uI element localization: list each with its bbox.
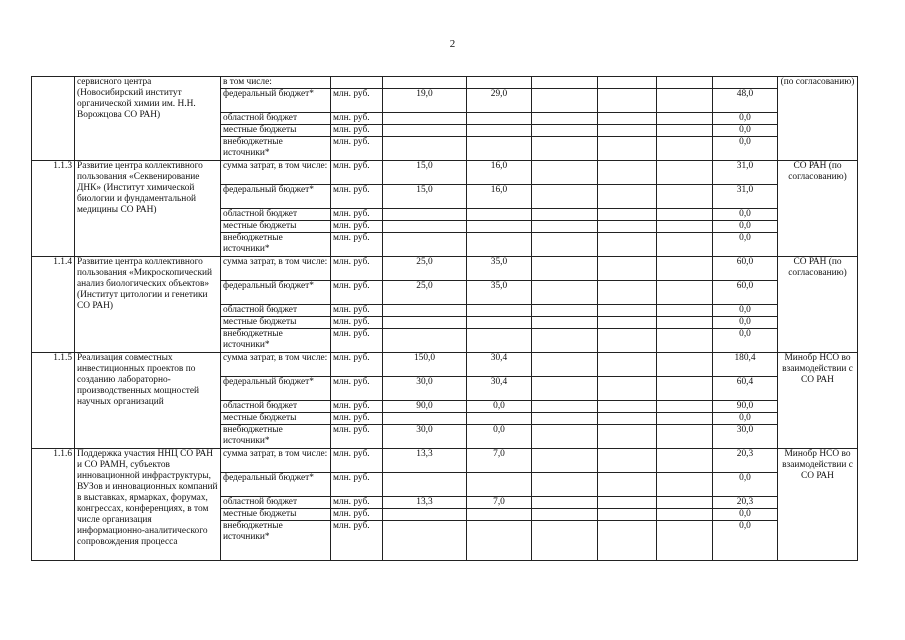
empty-cell — [598, 377, 657, 401]
unit: млн. руб. — [331, 521, 383, 561]
unit: млн. руб. — [331, 257, 383, 281]
empty-cell — [657, 125, 713, 137]
value-year-1: 13,3 — [383, 497, 467, 509]
value-year-1: 150,0 — [383, 353, 467, 377]
total-value: 20,3 — [713, 449, 778, 473]
empty-cell — [657, 137, 713, 161]
empty-cell — [598, 317, 657, 329]
value-year-2: 16,0 — [467, 161, 532, 185]
empty-cell — [657, 329, 713, 353]
empty-cell — [532, 185, 598, 209]
table-row — [32, 77, 858, 89]
value-year-2: 35,0 — [467, 257, 532, 281]
empty-cell — [532, 401, 598, 413]
value-year-1 — [383, 221, 467, 233]
empty-cell — [657, 305, 713, 317]
unit: млн. руб. — [331, 413, 383, 425]
empty-cell — [657, 317, 713, 329]
empty-cell — [532, 473, 598, 497]
unit: млн. руб. — [331, 473, 383, 497]
empty-cell — [532, 125, 598, 137]
value-year-1: 13,3 — [383, 449, 467, 473]
empty-cell — [598, 425, 657, 449]
empty-cell — [532, 209, 598, 221]
empty-cell — [657, 497, 713, 509]
value-year-1: 30,0 — [383, 425, 467, 449]
value-year-2 — [467, 413, 532, 425]
empty-cell — [598, 353, 657, 377]
unit: млн. руб. — [331, 185, 383, 209]
value-year-1 — [383, 137, 467, 161]
item-name: Реализация совместных инвестиционных проектов по созданию лабораторно-производственных мощностей научных организаций — [75, 353, 221, 449]
empty-cell — [532, 449, 598, 473]
empty-cell — [598, 221, 657, 233]
empty-cell — [598, 209, 657, 221]
empty-cell — [657, 161, 713, 185]
total-value: 60,0 — [713, 257, 778, 281]
empty-cell — [598, 521, 657, 561]
table-row — [32, 353, 858, 377]
total-value: 0,0 — [713, 413, 778, 425]
empty-cell — [657, 233, 713, 257]
empty-cell — [598, 473, 657, 497]
empty-cell — [598, 77, 657, 89]
value-year-1 — [383, 113, 467, 125]
empty-cell — [532, 221, 598, 233]
empty-cell — [532, 305, 598, 317]
empty-cell — [598, 305, 657, 317]
funding-source: областной бюджет — [221, 305, 331, 317]
item-number: 1.1.5 — [32, 353, 75, 449]
value-year-2: 0,0 — [467, 425, 532, 449]
empty-cell — [598, 137, 657, 161]
value-year-2 — [467, 329, 532, 353]
table-row — [32, 257, 858, 281]
responsible: СО РАН (по согласованию) — [778, 161, 858, 257]
unit: млн. руб. — [331, 161, 383, 185]
empty-cell — [532, 137, 598, 161]
total-value: 60,4 — [713, 377, 778, 401]
unit: млн. руб. — [331, 305, 383, 317]
total-value: 90,0 — [713, 401, 778, 413]
unit: млн. руб. — [331, 209, 383, 221]
empty-cell — [598, 497, 657, 509]
value-year-1 — [383, 305, 467, 317]
empty-cell — [532, 89, 598, 113]
value-year-2: 30,4 — [467, 353, 532, 377]
responsible: (по согласованию) — [778, 77, 858, 161]
empty-cell — [598, 125, 657, 137]
value-year-2 — [467, 521, 532, 561]
empty-cell — [598, 281, 657, 305]
value-year-2 — [467, 209, 532, 221]
unit: млн. руб. — [331, 125, 383, 137]
value-year-2: 29,0 — [467, 89, 532, 113]
total-value: 0,0 — [713, 113, 778, 125]
empty-cell — [532, 161, 598, 185]
item-name: сервисного центра (Новосибирский институт органической химии им. Н.Н. Ворожцова СО РАН) — [75, 77, 221, 161]
empty-cell — [657, 449, 713, 473]
value-year-2 — [467, 317, 532, 329]
value-year-1: 19,0 — [383, 89, 467, 113]
empty-cell — [598, 257, 657, 281]
total-value: 180,4 — [713, 353, 778, 377]
unit — [331, 77, 383, 89]
value-year-2 — [467, 137, 532, 161]
empty-cell — [657, 185, 713, 209]
value-year-1 — [383, 77, 467, 89]
empty-cell — [532, 317, 598, 329]
funding-source: федеральный бюджет* — [221, 281, 331, 305]
value-year-2: 35,0 — [467, 281, 532, 305]
value-year-2 — [467, 473, 532, 497]
value-year-1 — [383, 473, 467, 497]
empty-cell — [532, 233, 598, 257]
empty-cell — [657, 377, 713, 401]
funding-source: сумма затрат, в том числе: — [221, 257, 331, 281]
total-value: 0,0 — [713, 317, 778, 329]
unit: млн. руб. — [331, 425, 383, 449]
value-year-2 — [467, 509, 532, 521]
funding-source: сумма затрат, в том числе: — [221, 449, 331, 473]
value-year-1: 30,0 — [383, 377, 467, 401]
funding-source: областной бюджет — [221, 113, 331, 125]
funding-source: областной бюджет — [221, 401, 331, 413]
total-value: 0,0 — [713, 209, 778, 221]
responsible: СО РАН (по согласованию) — [778, 257, 858, 353]
total-value: 0,0 — [713, 125, 778, 137]
empty-cell — [532, 425, 598, 449]
funding-source: внебюджетные источники* — [221, 329, 331, 353]
value-year-2: 16,0 — [467, 185, 532, 209]
value-year-2 — [467, 125, 532, 137]
empty-cell — [598, 161, 657, 185]
funding-source: федеральный бюджет* — [221, 473, 331, 497]
empty-cell — [532, 329, 598, 353]
unit: млн. руб. — [331, 353, 383, 377]
empty-cell — [532, 257, 598, 281]
total-value: 0,0 — [713, 473, 778, 497]
empty-cell — [657, 257, 713, 281]
empty-cell — [532, 413, 598, 425]
total-value — [713, 77, 778, 89]
item-number: 1.1.4 — [32, 257, 75, 353]
value-year-2: 7,0 — [467, 449, 532, 473]
unit: млн. руб. — [331, 281, 383, 305]
funding-source: федеральный бюджет* — [221, 377, 331, 401]
unit: млн. руб. — [331, 401, 383, 413]
value-year-1: 25,0 — [383, 281, 467, 305]
empty-cell — [657, 281, 713, 305]
value-year-1 — [383, 209, 467, 221]
value-year-1 — [383, 317, 467, 329]
funding-source: внебюджетные источники* — [221, 425, 331, 449]
item-number — [32, 77, 75, 161]
total-value: 31,0 — [713, 185, 778, 209]
value-year-2 — [467, 305, 532, 317]
total-value: 60,0 — [713, 281, 778, 305]
responsible: Минобр НСО во взаимодействии с СО РАН — [778, 449, 858, 561]
value-year-1 — [383, 233, 467, 257]
total-value: 0,0 — [713, 509, 778, 521]
value-year-2: 0,0 — [467, 401, 532, 413]
funding-source: внебюджетные источники* — [221, 233, 331, 257]
total-value: 20,3 — [713, 497, 778, 509]
funding-source: областной бюджет — [221, 497, 331, 509]
responsible: Минобр НСО во взаимодействии с СО РАН — [778, 353, 858, 449]
funding-source: сумма затрат, в том числе: — [221, 161, 331, 185]
total-value: 0,0 — [713, 221, 778, 233]
empty-cell — [598, 413, 657, 425]
empty-cell — [532, 377, 598, 401]
empty-cell — [657, 473, 713, 497]
value-year-1 — [383, 521, 467, 561]
table-row — [32, 449, 858, 473]
unit: млн. руб. — [331, 329, 383, 353]
item-name: Развитие центра коллективного пользования «Секвенирование ДНК» (Институт химической биологии и фундаментальной медицины СО РАН) — [75, 161, 221, 257]
empty-cell — [657, 425, 713, 449]
funding-source: местные бюджеты — [221, 509, 331, 521]
empty-cell — [657, 401, 713, 413]
total-value: 48,0 — [713, 89, 778, 113]
total-value: 0,0 — [713, 305, 778, 317]
empty-cell — [598, 185, 657, 209]
empty-cell — [532, 77, 598, 89]
empty-cell — [598, 401, 657, 413]
unit: млн. руб. — [331, 377, 383, 401]
empty-cell — [598, 449, 657, 473]
empty-cell — [657, 353, 713, 377]
empty-cell — [657, 521, 713, 561]
unit: млн. руб. — [331, 497, 383, 509]
item-number: 1.1.6 — [32, 449, 75, 561]
item-number: 1.1.3 — [32, 161, 75, 257]
empty-cell — [532, 497, 598, 509]
empty-cell — [598, 509, 657, 521]
empty-cell — [532, 509, 598, 521]
item-name: Развитие центра коллективного пользования «Микроскопический анализ биологических объектов» (Институт цитологии и генетики СО РАН) — [75, 257, 221, 353]
value-year-1 — [383, 413, 467, 425]
unit: млн. руб. — [331, 449, 383, 473]
funding-source: местные бюджеты — [221, 413, 331, 425]
value-year-1: 90,0 — [383, 401, 467, 413]
unit: млн. руб. — [331, 233, 383, 257]
total-value: 0,0 — [713, 233, 778, 257]
value-year-1 — [383, 329, 467, 353]
value-year-1 — [383, 125, 467, 137]
value-year-1: 15,0 — [383, 185, 467, 209]
unit: млн. руб. — [331, 113, 383, 125]
total-value: 0,0 — [713, 137, 778, 161]
budget-table — [31, 76, 858, 561]
unit: млн. руб. — [331, 509, 383, 521]
empty-cell — [657, 77, 713, 89]
value-year-2 — [467, 233, 532, 257]
value-year-2 — [467, 77, 532, 89]
empty-cell — [657, 413, 713, 425]
empty-cell — [532, 521, 598, 561]
funding-source: внебюджетные источники* — [221, 521, 331, 561]
funding-source: областной бюджет — [221, 209, 331, 221]
empty-cell — [657, 509, 713, 521]
value-year-2: 7,0 — [467, 497, 532, 509]
funding-source: федеральный бюджет* — [221, 89, 331, 113]
empty-cell — [657, 89, 713, 113]
page-number: 2 — [449, 38, 456, 50]
unit: млн. руб. — [331, 89, 383, 113]
unit: млн. руб. — [331, 137, 383, 161]
empty-cell — [598, 89, 657, 113]
funding-source: местные бюджеты — [221, 221, 331, 233]
empty-cell — [598, 233, 657, 257]
empty-cell — [532, 113, 598, 125]
funding-source: в том числе: — [221, 77, 331, 89]
value-year-1 — [383, 509, 467, 521]
funding-source: федеральный бюджет* — [221, 185, 331, 209]
total-value: 31,0 — [713, 161, 778, 185]
table-row — [32, 161, 858, 185]
empty-cell — [598, 329, 657, 353]
value-year-2 — [467, 113, 532, 125]
total-value: 0,0 — [713, 521, 778, 561]
empty-cell — [598, 113, 657, 125]
empty-cell — [657, 113, 713, 125]
empty-cell — [657, 209, 713, 221]
unit: млн. руб. — [331, 317, 383, 329]
empty-cell — [532, 353, 598, 377]
value-year-1: 15,0 — [383, 161, 467, 185]
empty-cell — [657, 221, 713, 233]
item-name: Поддержка участия ННЦ СО РАН и СО РАМН, субъектов инновационной инфраструктуры, ВУЗов и инновационных компаний в выставках, ярмарках, форумах, конгрессах, конференциях, в том числе организация информационно-аналитического сопровождения процесса — [75, 449, 221, 561]
unit: млн. руб. — [331, 221, 383, 233]
empty-cell — [532, 281, 598, 305]
funding-source: местные бюджеты — [221, 317, 331, 329]
total-value: 30,0 — [713, 425, 778, 449]
value-year-2 — [467, 221, 532, 233]
value-year-1: 25,0 — [383, 257, 467, 281]
funding-source: внебюджетные источники* — [221, 137, 331, 161]
value-year-2: 30,4 — [467, 377, 532, 401]
funding-source: сумма затрат, в том числе: — [221, 353, 331, 377]
total-value: 0,0 — [713, 329, 778, 353]
funding-source: местные бюджеты — [221, 125, 331, 137]
